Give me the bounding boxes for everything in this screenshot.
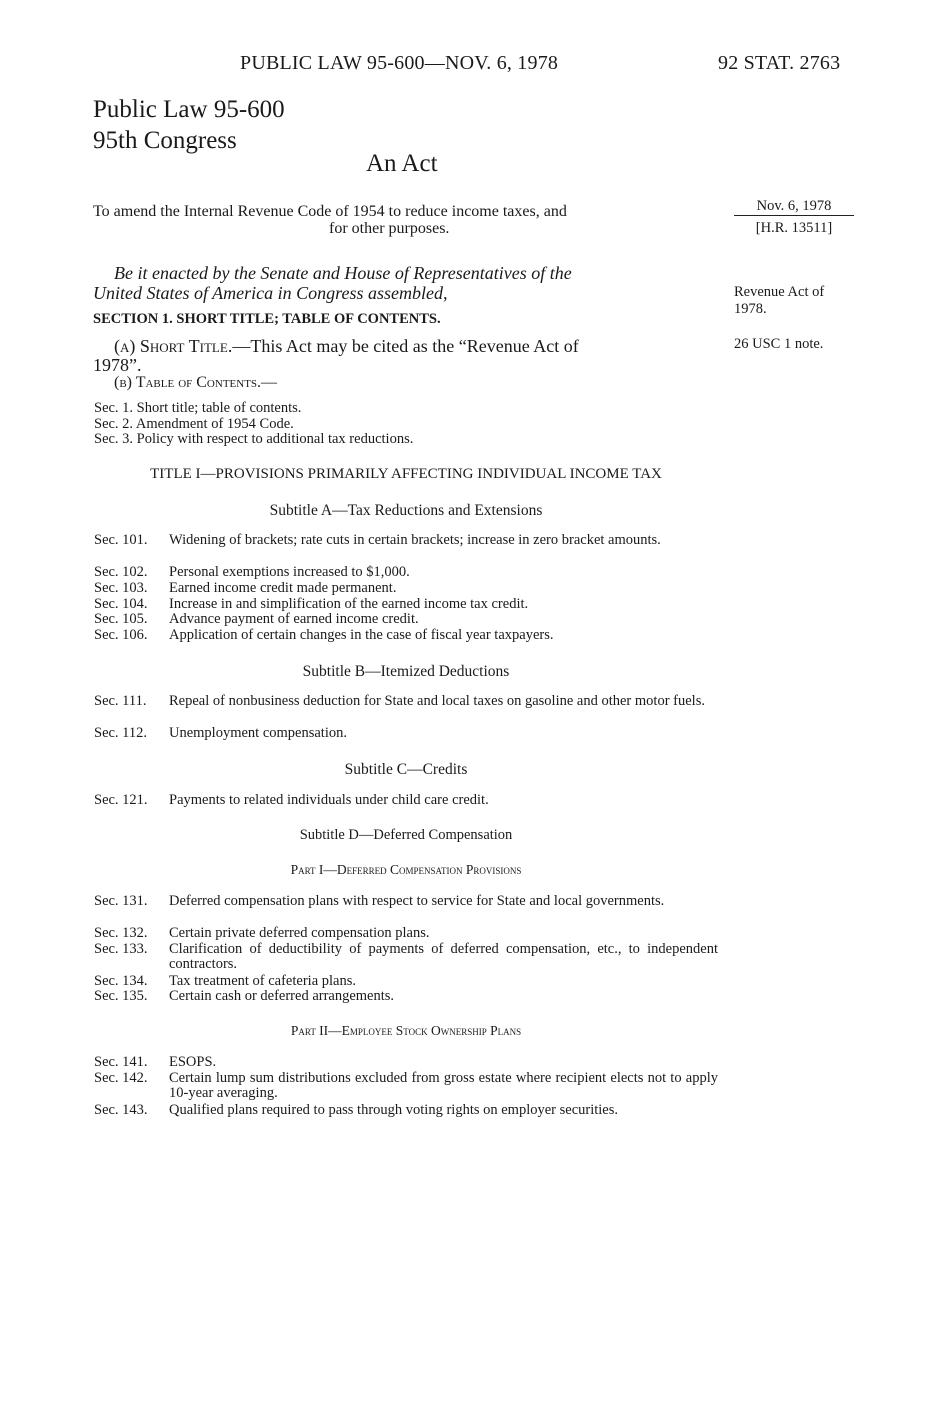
toc-row [94,694,718,709]
toc-row-num: Sec. 142. [94,1070,148,1086]
toc-row-text: Increase in and simplification of the earned income tax credit. [169,596,529,612]
act-heading: An Act [366,150,438,177]
toc-row [94,894,718,909]
subtitle-c-heading: Subtitle C—Credits [344,761,468,778]
toc-row-num: Sec. 103. [94,580,148,596]
subtitle-a-heading: Subtitle A—Tax Reductions and Extensions [269,502,543,519]
toc-row-text: Deferred compensation plans with respect to service for State and local governments. [169,893,665,909]
short-title-text-2: 1978”. [93,355,142,375]
toc-row-num: Sec. 111. [94,693,147,709]
toc-row [94,1071,718,1101]
part-1-heading: Part I—Deferred Compensation Provisions [290,862,522,877]
toc-row-text: Certain lump sum distributions excluded from gross estate where recipient elects not to apply 10-year averaging. [169,1070,718,1101]
short-title-label: (a) Short Title. [114,336,233,356]
toc-row [94,726,718,741]
toc-row-text: Payments to related individuals under child care credit. [169,792,489,808]
statute-page-number: 92 STAT. 2763 [718,52,841,74]
margin-rule [734,215,854,216]
toc-row [94,1103,718,1118]
toc-row [94,793,718,808]
toc-item: Sec. 1. Short title; table of contents. [94,400,302,416]
toc-row-text: Qualified plans required to pass through voting rights on employer securities. [169,1102,619,1118]
toc-row [94,926,718,941]
toc-row-text: Certain cash or deferred arrangements. [169,988,395,1004]
short-title-text: —This Act may be cited as the “Revenue Act of [232,336,579,356]
toc-row [94,1055,718,1070]
toc-row [94,565,718,580]
margin-usc-note: 26 USC 1 note. [734,336,824,352]
toc-row-text: Clarification of deductibility of payments of deferred compensation, etc., to independent contractors. [169,941,718,972]
toc-row-num: Sec. 133. [94,941,148,957]
toc-row-num: Sec. 135. [94,988,148,1004]
toc-row-num: Sec. 105. [94,611,148,627]
toc-row [94,974,718,989]
toc-row-text: Unemployment compensation. [169,725,347,741]
toc-row-num: Sec. 101. [94,532,148,548]
enacting-clause-2: United States of America in Congress assembled, [93,283,448,303]
margin-date: Nov. 6, 1978 [756,198,832,214]
toc-label: (b) Table of Contents. [114,374,262,391]
toc-row-text: Repeal of nonbusiness deduction for State and local taxes on gasoline and other motor fuels. [169,693,705,709]
toc-row [94,533,718,548]
toc-row-num: Sec. 143. [94,1102,148,1118]
toc-row-text: Tax treatment of cafeteria plans. [169,973,356,989]
toc-row-num: Sec. 134. [94,973,148,989]
toc-row [94,612,718,627]
short-title-paragraph [114,336,579,357]
title-1-heading: TITLE I—PROVISIONS PRIMARILY AFFECTING INDIVIDUAL INCOME TAX [150,466,662,482]
toc-row-num: Sec. 132. [94,925,148,941]
toc-row [94,581,718,596]
toc-row-num: Sec. 104. [94,596,148,612]
toc-row-num: Sec. 121. [94,792,148,808]
section-1-heading: SECTION 1. SHORT TITLE; TABLE OF CONTENTS. [93,311,441,327]
toc-row-text: Personal exemptions increased to $1,000. [169,564,410,580]
subtitle-b-heading: Subtitle B—Itemized Deductions [302,663,510,680]
purpose-line-1: To amend the Internal Revenue Code of 1954 to reduce income taxes, and [93,203,567,220]
toc-row-text: Advance payment of earned income credit. [169,611,419,627]
toc-row-num: Sec. 131. [94,893,148,909]
toc-row-text: Earned income credit made permanent. [169,580,397,596]
toc-row-num: Sec. 141. [94,1054,148,1070]
toc-item: Sec. 2. Amendment of 1954 Code. [94,416,294,432]
toc-row-text: ESOPS. [169,1054,217,1070]
toc-row-text: Widening of brackets; rate cuts in certain brackets; increase in zero bracket amounts. [169,532,661,548]
toc-row-text: Certain private deferred compensation plans. [169,925,430,941]
congress-number: 95th Congress [93,127,237,154]
toc-row [94,597,718,612]
toc-row-num: Sec. 106. [94,627,148,643]
toc-row [94,942,718,972]
toc-dash: — [261,374,278,391]
subtitle-d-heading: Subtitle D—Deferred Compensation [299,827,513,843]
margin-short-title-2: 1978. [734,301,767,317]
running-header-title: PUBLIC LAW 95-600—NOV. 6, 1978 [240,52,559,74]
purpose-line-2: for other purposes. [329,220,450,237]
margin-short-title-1: Revenue Act of [734,284,825,300]
margin-bill-number: [H.R. 13511] [755,220,833,236]
toc-label-line [114,374,277,392]
toc-row-num: Sec. 112. [94,725,148,741]
toc-row-num: Sec. 102. [94,564,148,580]
toc-row [94,628,718,643]
toc-item: Sec. 3. Policy with respect to additional tax reductions. [94,431,414,447]
part-2-heading: Part II—Employee Stock Ownership Plans [290,1023,522,1038]
enacting-clause-1: Be it enacted by the Senate and House of Representatives of the [114,263,572,283]
toc-row [94,989,718,1004]
law-number: Public Law 95-600 [93,96,285,123]
toc-row-text: Application of certain changes in the case of fiscal year taxpayers. [169,627,554,643]
